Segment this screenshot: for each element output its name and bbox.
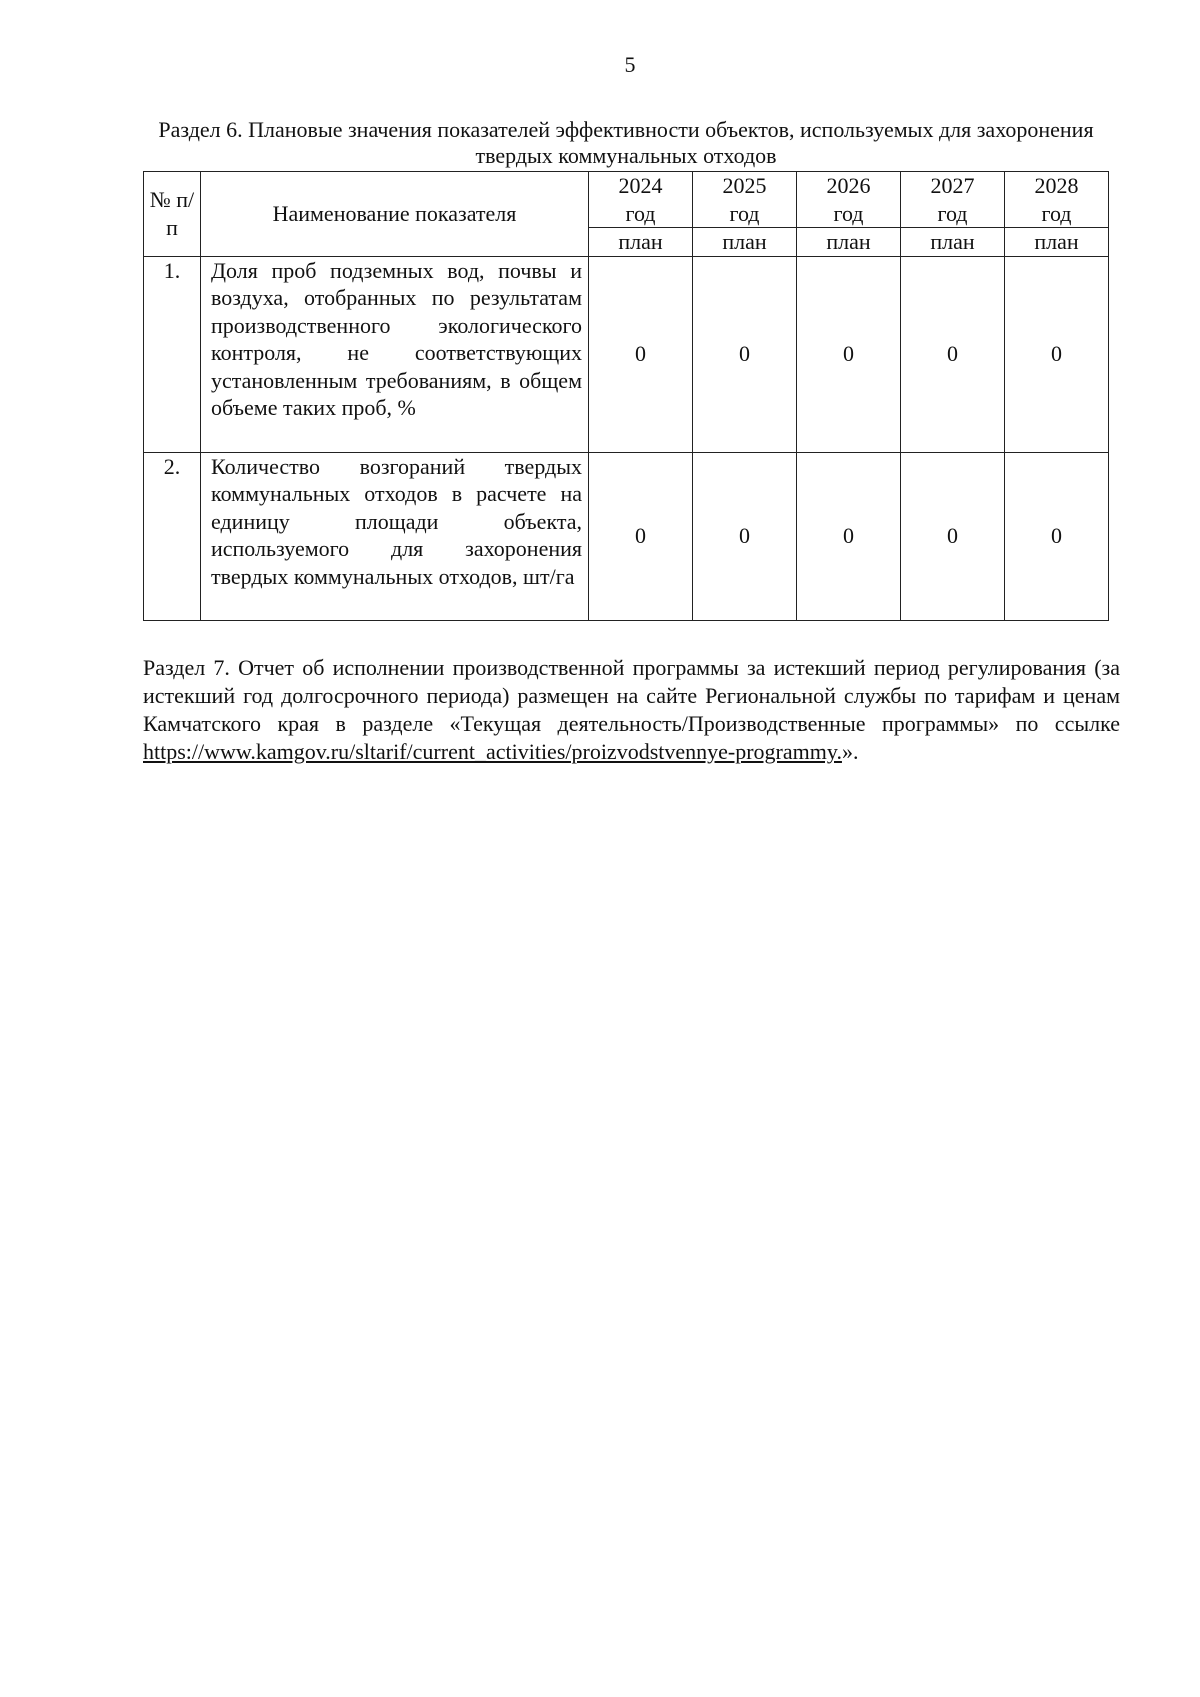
header-plan-2026: план — [797, 228, 901, 257]
header-year-2026 — [797, 172, 901, 228]
value-2024: 0 — [589, 256, 693, 452]
header-plan-2027: план — [901, 228, 1005, 257]
table-row — [144, 256, 1109, 452]
year-unit: год — [1041, 200, 1072, 226]
header-plan-2024: план — [589, 228, 693, 257]
year-unit: год — [729, 200, 760, 226]
value-2028: 0 — [1005, 452, 1109, 620]
header-number: № п/п — [144, 172, 201, 257]
header-year-2027 — [901, 172, 1005, 228]
value-2024: 0 — [589, 452, 693, 620]
section-7-text: Раздел 7. Отчет об исполнении производственной программы за истекший период регулирования (за истекший год долгосрочного периода) размещен на сайте Региональной службы по тарифам и ценам Камчатского края в разделе «Текущая деятельность/Производственные программы» по ссылке — [143, 655, 1120, 736]
value-2025: 0 — [693, 256, 797, 452]
header-year-2025 — [693, 172, 797, 228]
page-number: 5 — [624, 52, 636, 77]
indicator-name: Количество возгораний твердых коммунальных отходов в расчете на единицу площади объекта, используемого для захоронения твердых коммунальных отходов, шт/га — [201, 452, 589, 620]
value-2028: 0 — [1005, 256, 1109, 452]
year-label: 2028 — [1034, 173, 1079, 198]
year-unit: год — [937, 200, 968, 226]
value-2025: 0 — [693, 452, 797, 620]
section-7-tail: ». — [841, 739, 859, 764]
indicators-table — [143, 171, 1109, 621]
header-year-2028 — [1005, 172, 1109, 228]
value-2027: 0 — [901, 256, 1005, 452]
year-unit: год — [833, 200, 864, 226]
section-6-title: Раздел 6. Плановые значения показателей эффективности объектов, используемых для захоронения твердых коммунальных отходов — [158, 117, 1094, 168]
table-row — [144, 452, 1109, 620]
year-label: 2024 — [618, 173, 663, 198]
report-link[interactable]: https://www.kamgov.ru/sltarif/current_activities/proizvodstvennye-programmy. — [143, 739, 842, 764]
value-2026: 0 — [797, 452, 901, 620]
header-plan-2028: план — [1005, 228, 1109, 257]
year-label: 2027 — [930, 173, 975, 198]
header-year-2024 — [589, 172, 693, 228]
header-indicator-name: Наименование показателя — [201, 172, 589, 257]
table-header-row — [144, 172, 1109, 228]
indicator-name: Доля проб подземных вод, почвы и воздуха, отобранных по результатам производственного экологического контроля, не соответствующих установленным требованиям, в общем объеме таких проб, % — [201, 256, 589, 452]
value-2026: 0 — [797, 256, 901, 452]
value-2027: 0 — [901, 452, 1005, 620]
section-7-paragraph — [143, 654, 1120, 766]
row-number: 1. — [144, 256, 201, 452]
year-label: 2025 — [722, 173, 767, 198]
row-number: 2. — [144, 452, 201, 620]
year-unit: год — [625, 200, 656, 226]
header-plan-2025: план — [693, 228, 797, 257]
year-label: 2026 — [826, 173, 871, 198]
